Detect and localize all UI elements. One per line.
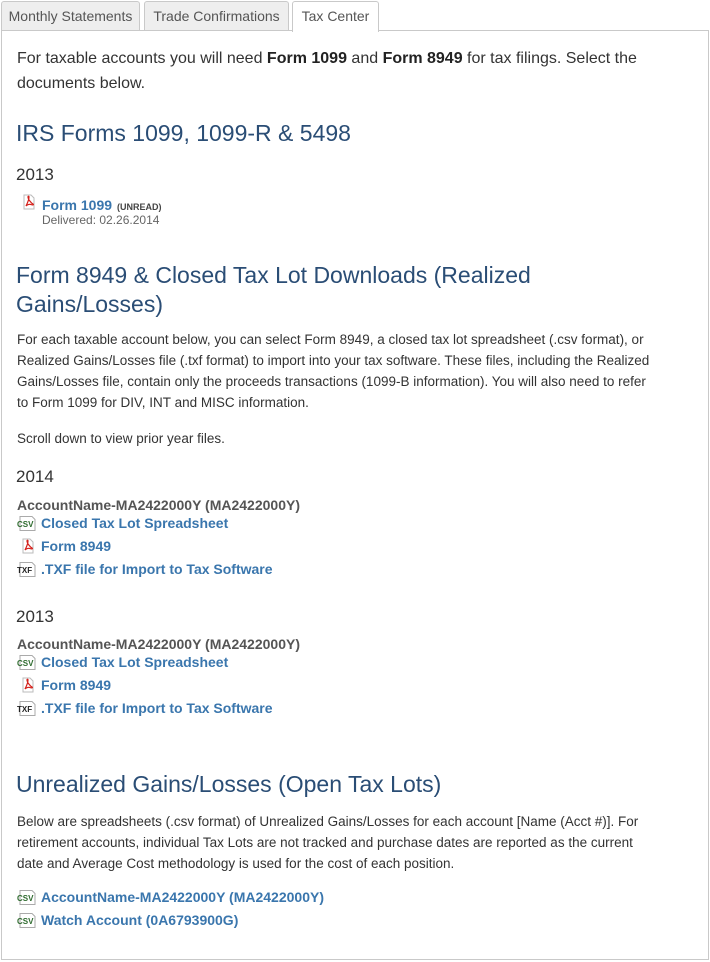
intro-text <box>17 46 687 96</box>
txf-row-2013 <box>17 700 337 718</box>
description-line: Realized Gains/Losses file (.txf format) to import into your tax software. These files, including the Realized <box>17 353 650 368</box>
year-2014-label: 2014 <box>16 467 54 486</box>
closed-tax-lot-link-2014[interactable]: Closed Tax Lot Spreadsheet <box>41 515 229 531</box>
form-8949-link-2013[interactable]: Form 8949 <box>41 677 112 693</box>
irs-year-label: 2013 <box>16 165 54 184</box>
tab-trade-confirmations[interactable]: Trade Confirmations <box>144 1 289 30</box>
form-1099-item <box>22 194 322 230</box>
svg-text:TXF: TXF <box>17 705 33 714</box>
irs-forms-heading: IRS Forms 1099, 1099-R & 5498 <box>16 120 351 146</box>
intro-suffix: for tax filings. Select the documents below. <box>17 50 637 92</box>
txf-link-2013[interactable]: .TXF file for Import to Tax Software <box>41 700 273 716</box>
txf-icon <box>17 562 37 577</box>
form-8949-row-2013 <box>17 677 317 695</box>
unrealized-description <box>17 811 697 874</box>
scroll-note: Scroll down to view prior year files. <box>17 431 225 446</box>
pdf-icon <box>21 677 35 693</box>
form-8949-heading-line1: Form 8949 & Closed Tax Lot Downloads (Realized <box>16 262 531 288</box>
unrealized-heading: Unrealized Gains/Losses (Open Tax Lots) <box>16 771 442 797</box>
svg-text:CSV: CSV <box>17 520 34 529</box>
pdf-icon <box>21 538 35 554</box>
description-line: For each taxable account below, you can select Form 8949, a closed tax lot spreadsheet (.csv format), or <box>17 332 644 347</box>
year-2013-label: 2013 <box>16 607 54 626</box>
description-line: Gains/Losses file, contain only the proceeds transactions (1099-B information). You will also need to refer <box>17 374 646 389</box>
intro-mid: and <box>346 50 383 67</box>
csv-icon <box>17 655 37 670</box>
form-1099-link[interactable]: Form 1099 <box>42 197 113 213</box>
watch-account-row <box>17 912 377 930</box>
description-line: retirement accounts, individual Tax Lots are not tracked and purchase dates are reported as the current <box>17 835 633 850</box>
delivered-date: Delivered: 02.26.2014 <box>42 213 160 227</box>
csv-icon <box>17 516 37 531</box>
intro-prefix: For taxable accounts you will need <box>17 50 267 67</box>
svg-text:CSV: CSV <box>17 917 34 926</box>
closed-tax-lot-row-2013 <box>17 654 317 672</box>
form-8949-heading-line2: Gains/Losses) <box>16 291 164 317</box>
svg-text:CSV: CSV <box>17 894 34 903</box>
pdf-icon <box>22 194 36 210</box>
txf-row-2014 <box>17 561 337 579</box>
tax-center-panel <box>1 30 709 960</box>
form-8949-heading <box>16 261 531 319</box>
watch-account-link[interactable]: Watch Account (0A6793900G) <box>41 912 239 928</box>
intro-form-1099: Form 1099 <box>266 50 347 67</box>
account-name-2014: AccountName-MA2422000Y (MA2422000Y) <box>17 497 300 513</box>
description-line: Below are spreadsheets (.csv format) of Unrealized Gains/Losses for each account [Name (Acct #)]. For <box>17 814 639 829</box>
txf-icon <box>17 701 37 716</box>
form-8949-link-2014[interactable]: Form 8949 <box>41 538 112 554</box>
svg-text:TXF: TXF <box>17 566 33 575</box>
unread-badge: (UNREAD) <box>117 202 162 212</box>
description-line: date and Average Cost methodology is used for the cost of each position. <box>17 856 455 871</box>
tab-bar <box>0 0 710 32</box>
form-8949-row-2014 <box>17 538 317 556</box>
intro-form-8949: Form 8949 <box>382 50 463 67</box>
unrealized-account-link[interactable]: AccountName-MA2422000Y (MA2422000Y) <box>41 889 324 905</box>
unrealized-account-row <box>17 889 377 907</box>
account-name-2013: AccountName-MA2422000Y (MA2422000Y) <box>17 636 300 652</box>
txf-link-2014[interactable]: .TXF file for Import to Tax Software <box>41 561 273 577</box>
form-8949-description <box>17 329 697 413</box>
csv-icon <box>17 890 37 905</box>
csv-icon <box>17 913 37 928</box>
description-line: to Form 1099 for DIV, INT and MISC information. <box>17 395 309 410</box>
closed-tax-lot-link-2013[interactable]: Closed Tax Lot Spreadsheet <box>41 654 229 670</box>
svg-text:CSV: CSV <box>17 659 34 668</box>
tab-tax-center[interactable]: Tax Center <box>292 1 379 32</box>
closed-tax-lot-row-2014 <box>17 515 317 533</box>
tab-monthly-statements[interactable]: Monthly Statements <box>1 1 140 30</box>
